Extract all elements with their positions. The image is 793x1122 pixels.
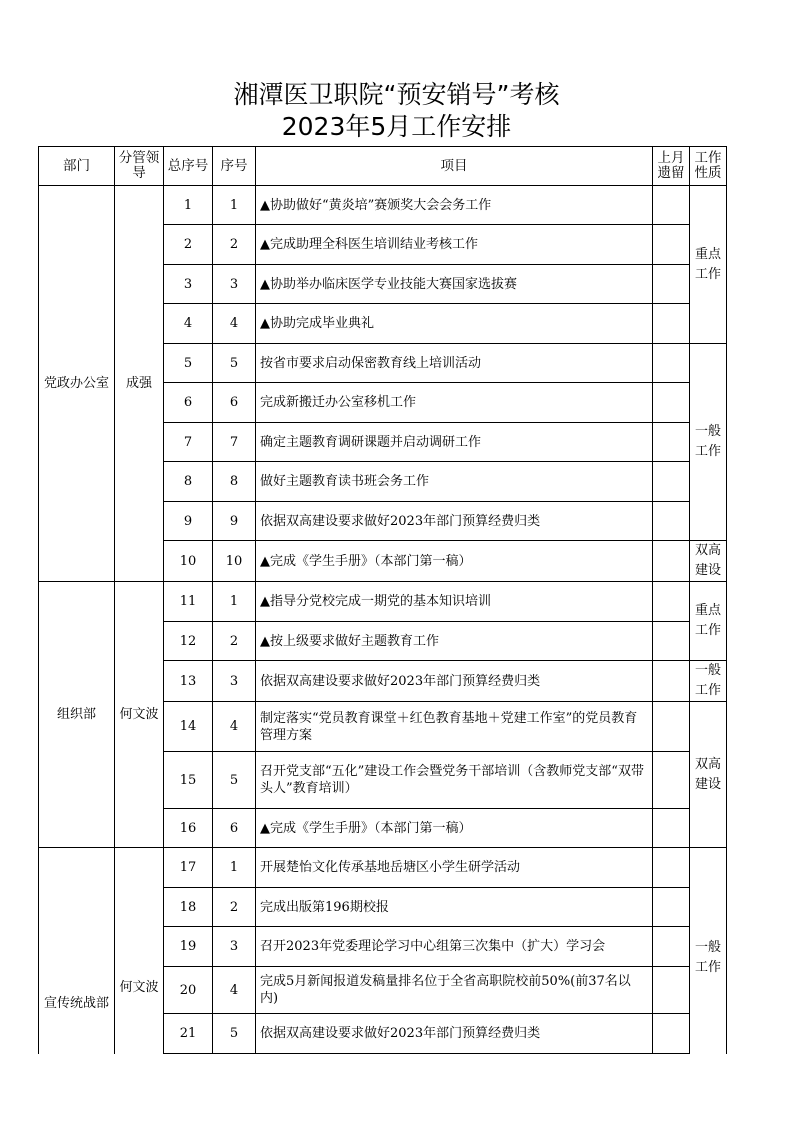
item-cell: 召开党支部“五化”建设工作会暨党务干部培训（含教师党支部“双带头人”教育培训）	[256, 752, 653, 809]
item-cell: ▲协助做好“黄炎培”赛颁奖大会会务工作	[256, 186, 653, 225]
nature-cell: 一般工作	[690, 344, 727, 541]
header-row	[39, 147, 727, 186]
no-cell: 8	[213, 462, 256, 502]
nature-cell: 一般工作	[690, 848, 727, 1054]
carryover-cell	[653, 423, 690, 462]
leader-cell: 成强	[115, 186, 164, 582]
total-no-cell: 14	[164, 702, 213, 752]
no-cell: 5	[213, 752, 256, 809]
carryover-cell	[653, 502, 690, 541]
item-cell: ▲完成《学生手册》（本部门第一稿）	[256, 541, 653, 582]
carryover-cell	[653, 582, 690, 622]
carryover-cell	[653, 809, 690, 848]
table-row	[39, 186, 727, 225]
carryover-cell	[653, 848, 690, 888]
leader-cell: 何文波	[115, 582, 164, 848]
total-no-cell: 11	[164, 582, 213, 622]
table-row	[39, 848, 727, 888]
total-no-cell: 18	[164, 888, 213, 927]
no-cell: 1	[213, 186, 256, 225]
carryover-cell	[653, 927, 690, 967]
item-cell: 制定落实“党员教育课堂＋红色教育基地＋党建工作室”的党员教育管理方案	[256, 702, 653, 752]
item-cell: 依据双高建设要求做好2023年部门预算经费归类	[256, 502, 653, 541]
nature-cell: 一般工作	[690, 661, 727, 702]
work-schedule-table	[38, 146, 727, 1054]
no-cell: 5	[213, 1014, 256, 1054]
no-cell: 4	[213, 304, 256, 344]
total-no-cell: 10	[164, 541, 213, 582]
no-cell: 9	[213, 502, 256, 541]
no-cell: 1	[213, 848, 256, 888]
item-cell: 开展楚怡文化传承基地岳塘区小学生研学活动	[256, 848, 653, 888]
total-no-cell: 21	[164, 1014, 213, 1054]
item-cell: 做好主题教育读书班会务工作	[256, 462, 653, 502]
carryover-cell	[653, 383, 690, 423]
total-no-cell: 7	[164, 423, 213, 462]
total-no-cell: 19	[164, 927, 213, 967]
nature-cell: 重点工作	[690, 186, 727, 344]
total-no-cell: 2	[164, 225, 213, 265]
carryover-cell	[653, 1014, 690, 1054]
carryover-cell	[653, 967, 690, 1014]
carryover-cell	[653, 541, 690, 582]
no-cell: 3	[213, 661, 256, 702]
dept-cell: 组织部	[39, 582, 115, 848]
carryover-cell	[653, 344, 690, 383]
carryover-cell	[653, 265, 690, 304]
no-cell: 10	[213, 541, 256, 582]
total-no-cell: 13	[164, 661, 213, 702]
document-title-line2: 2023年5月工作安排	[281, 112, 512, 141]
item-cell: ▲协助完成毕业典礼	[256, 304, 653, 344]
item-cell: ▲完成助理全科医生培训结业考核工作	[256, 225, 653, 265]
total-no-cell: 1	[164, 186, 213, 225]
total-no-cell: 20	[164, 967, 213, 1014]
item-cell: 按省市要求启动保密教育线上培训活动	[256, 344, 653, 383]
total-no-cell: 5	[164, 344, 213, 383]
no-cell: 1	[213, 582, 256, 622]
item-cell: 依据双高建设要求做好2023年部门预算经费归类	[256, 661, 653, 702]
header-dept: 部门	[39, 147, 115, 186]
total-no-cell: 15	[164, 752, 213, 809]
item-cell: ▲协助举办临床医学专业技能大赛国家选拔赛	[256, 265, 653, 304]
leader-cell: 何文波	[115, 848, 164, 1054]
total-no-cell: 9	[164, 502, 213, 541]
header-leader: 分管领导	[115, 147, 164, 186]
no-cell: 2	[213, 888, 256, 927]
carryover-cell	[653, 186, 690, 225]
item-cell: ▲按上级要求做好主题教育工作	[256, 622, 653, 661]
item-cell: ▲指导分党校完成一期党的基本知识培训	[256, 582, 653, 622]
item-cell: 完成出版第196期校报	[256, 888, 653, 927]
no-cell: 7	[213, 423, 256, 462]
carryover-cell	[653, 622, 690, 661]
no-cell: 3	[213, 265, 256, 304]
total-no-cell: 3	[164, 265, 213, 304]
nature-cell: 双高建设	[690, 702, 727, 848]
carryover-cell	[653, 752, 690, 809]
carryover-cell	[653, 888, 690, 927]
item-cell: 依据双高建设要求做好2023年部门预算经费归类	[256, 1014, 653, 1054]
total-no-cell: 4	[164, 304, 213, 344]
table-row	[39, 582, 727, 622]
nature-cell: 双高建设	[690, 541, 727, 582]
item-cell: 召开2023年党委理论学习中心组第三次集中（扩大）学习会	[256, 927, 653, 967]
total-no-cell: 16	[164, 809, 213, 848]
document-title-line1: 湘潭医卫职院“预安销号”考核	[233, 80, 560, 109]
no-cell: 5	[213, 344, 256, 383]
header-no: 序号	[213, 147, 256, 186]
no-cell: 2	[213, 225, 256, 265]
carryover-cell	[653, 225, 690, 265]
no-cell: 6	[213, 383, 256, 423]
carryover-cell	[653, 702, 690, 752]
header-carryover: 上月遗留	[653, 147, 690, 186]
item-cell: 完成新搬迁办公室移机工作	[256, 383, 653, 423]
total-no-cell: 6	[164, 383, 213, 423]
nature-cell: 重点工作	[690, 582, 727, 661]
total-no-cell: 12	[164, 622, 213, 661]
dept-cell: 宣传统战部	[39, 848, 115, 1054]
item-cell: 确定主题教育调研课题并启动调研工作	[256, 423, 653, 462]
no-cell: 4	[213, 702, 256, 752]
no-cell: 4	[213, 967, 256, 1014]
carryover-cell	[653, 462, 690, 502]
carryover-cell	[653, 661, 690, 702]
no-cell: 6	[213, 809, 256, 848]
dept-cell: 党政办公室	[39, 186, 115, 582]
no-cell: 3	[213, 927, 256, 967]
total-no-cell: 8	[164, 462, 213, 502]
carryover-cell	[653, 304, 690, 344]
header-nature: 工作性质	[690, 147, 727, 186]
header-total-no: 总序号	[164, 147, 213, 186]
header-item: 项目	[256, 147, 653, 186]
no-cell: 2	[213, 622, 256, 661]
item-cell: ▲完成《学生手册》（本部门第一稿）	[256, 809, 653, 848]
total-no-cell: 17	[164, 848, 213, 888]
item-cell: 完成5月新闻报道发稿量排名位于全省高职院校前50%(前37名以内)	[256, 967, 653, 1014]
